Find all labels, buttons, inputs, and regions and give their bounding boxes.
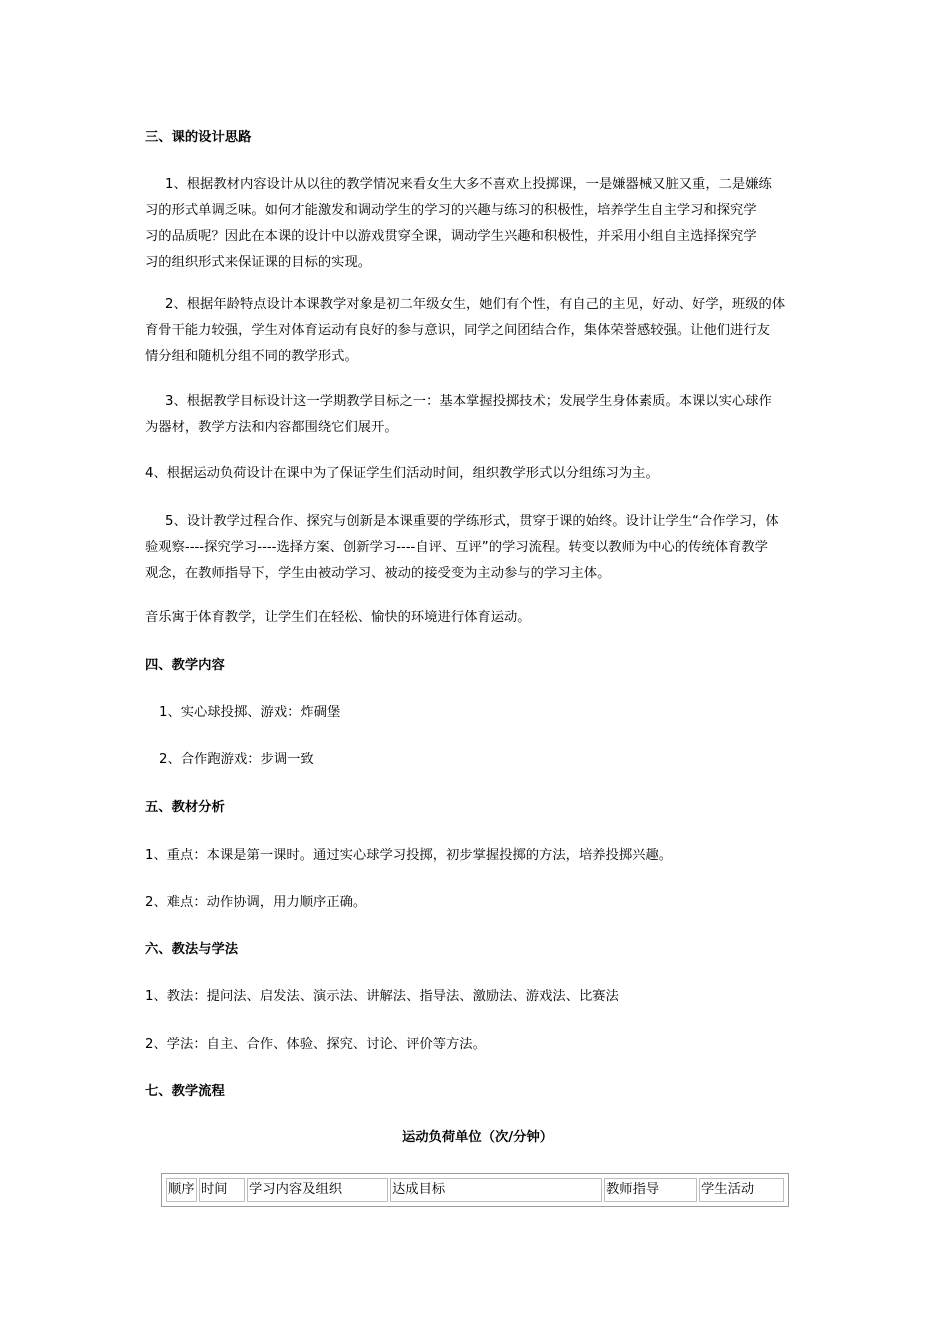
paragraph-line: 情分组和随机分组不同的教学形式。 (145, 349, 358, 364)
design-paragraph-1 (145, 172, 810, 276)
section-heading-design: 三、课的设计思路 (145, 130, 252, 145)
paragraph-line: 习的品质呢？因此在本课的设计中以游戏贯穿全课，调动学生兴趣和积极性，并采用小组自主选择探究学 (145, 229, 757, 244)
paragraph-line: 为器材，教学方法和内容都围绕它们展开。 (145, 420, 398, 435)
design-paragraph-2 (145, 292, 810, 370)
section-heading-methods: 六、教法与学法 (145, 942, 239, 957)
paragraph-line: 5、设计教学过程合作、探究与创新是本课重要的学练形式，贯穿于课的始终。设计让学生“合作学习，体 (165, 514, 779, 529)
teaching-flow-table (161, 1173, 789, 1207)
header-cell-content: 学习内容及组织 (247, 1178, 388, 1202)
paragraph-line: 观念，在教师指导下，学生由被动学习、被动的接受变为主动参与的学习主体。 (145, 566, 611, 581)
header-cell-order: 顺序 (166, 1178, 197, 1202)
header-cell-teacher: 教师指导 (604, 1178, 697, 1202)
paragraph-line: 习的组织形式来保证课的目标的实现。 (145, 255, 372, 270)
design-paragraph-5 (145, 509, 810, 587)
section-heading-content: 四、教学内容 (145, 658, 225, 673)
content-item-2: 2、合作跑游戏：步调一致 (159, 752, 314, 767)
design-paragraph-music: 音乐寓于体育教学，让学生们在轻松、愉快的环境进行体育运动。 (145, 610, 531, 625)
methods-item-learning: 2、学法：自主、合作、体验、探究、讨论、评价等方法。 (145, 1037, 486, 1052)
paragraph-line: 育骨干能力较强，学生对体育运动有良好的参与意识，同学之间团结合作，集体荣誉感较强。让他们进行友 (145, 323, 770, 338)
header-cell-time: 时间 (199, 1178, 245, 1202)
paragraph-line: 验观察----探究学习----选择方案、创新学习----自评、互评”的学习流程。转变以教师为中心的传统体育教学 (145, 540, 768, 555)
analysis-item-difficulty: 2、难点：动作协调，用力顺序正确。 (145, 895, 367, 910)
paragraph-line: 3、根据教学目标设计这一学期教学目标之一：基本掌握投掷技术；发展学生身体素质。本课以实心球作 (165, 394, 772, 409)
content-item-1: 1、实心球投掷、游戏：炸碉堡 (159, 705, 341, 720)
design-paragraph-3 (145, 389, 810, 441)
table (164, 1176, 786, 1204)
analysis-item-key-point: 1、重点：本课是第一课时。通过实心球学习投掷，初步掌握投掷的方法，培养投掷兴趣。 (145, 848, 673, 863)
paragraph-line: 2、根据年龄特点设计本课教学对象是初二年级女生，她们有个性，有自己的主见，好动、好学，班级的体 (165, 297, 786, 312)
header-cell-goal: 达成目标 (390, 1178, 602, 1202)
methods-item-teaching: 1、教法：提问法、启发法、演示法、讲解法、指导法、激励法、游戏法、比赛法 (145, 989, 619, 1004)
paragraph-line: 1、根据教材内容设计从以往的教学情况来看女生大多不喜欢上投掷课，一是嫌器械又脏又重，二是嫌练 (165, 177, 772, 192)
section-heading-flow: 七、教学流程 (145, 1084, 225, 1099)
design-paragraph-4: 4、根据运动负荷设计在课中为了保证学生们活动时间，组织教学形式以分组练习为主。 (145, 466, 659, 481)
section-heading-analysis: 五、教材分析 (145, 800, 225, 815)
table-caption: 运动负荷单位（次/分钟） (401, 1130, 554, 1145)
paragraph-line: 习的形式单调乏味。如何才能激发和调动学生的学习的兴趣与练习的积极性，培养学生自主学习和探究学 (145, 203, 757, 218)
header-cell-student: 学生活动 (699, 1178, 784, 1202)
table-header-row (166, 1178, 784, 1202)
